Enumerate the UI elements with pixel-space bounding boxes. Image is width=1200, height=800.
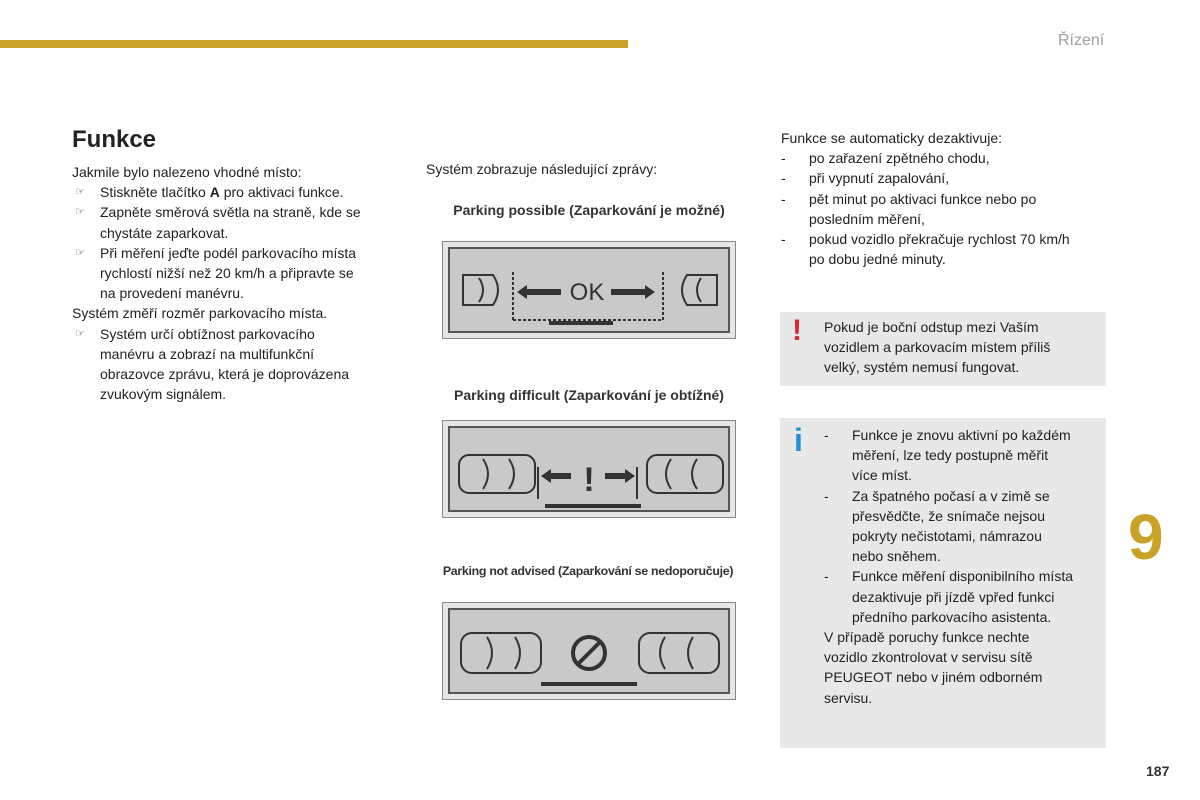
display-ok-text: OK (569, 279, 605, 306)
info-icon: i (794, 422, 803, 458)
display-parking-difficult (442, 420, 736, 518)
warning-box (780, 312, 1106, 386)
warning-line: velký, systém nemusí fungovat. (824, 359, 1020, 376)
info-line: dezaktivuje při jízdě vpřed funkci (852, 588, 1055, 605)
info-line: pokryty nečistotami, námrazou (852, 528, 1042, 545)
info-box (780, 418, 1106, 748)
hand-pointer-icon: ☞ (75, 186, 85, 199)
step-text: obrazovce zprávu, která je doprovázena (100, 366, 350, 383)
display-parking-not-advised (442, 602, 736, 700)
warning-text (824, 317, 1094, 378)
message-label-possible: Parking possible (Zaparkování je možné) (453, 202, 725, 218)
step-text: Systém určí obtížnost parkovacího (100, 325, 315, 342)
page-number: 187 (1146, 763, 1170, 779)
info-line: V případě poruchy funkce nechte (824, 629, 1030, 646)
hand-pointer-icon: ☞ (75, 246, 85, 259)
step-text: rychlostí nižší než 20 km/h a připravte se (100, 265, 354, 282)
info-item: - Za špatného počasí a v zimě se přesvědčte, že snímače nejsou pokryty nečistotami, námrazou nebo sněhem. (824, 486, 1096, 567)
button-name: A (209, 184, 220, 201)
step-text: Při měření jeďte podél parkovacího místa (100, 244, 357, 261)
display-parking-possible (442, 241, 736, 339)
item-text: pokud vozidlo překračuje rychlost 70 km/h (809, 231, 1070, 248)
warning-line: vozidlem a parkovacím místem příliš (824, 339, 1051, 356)
step-text: manévru a zobrazí na multifunkční (100, 345, 314, 362)
step-item (72, 324, 402, 405)
instructions-column (72, 162, 402, 404)
step-item (72, 202, 402, 242)
deactivation-item: - pokud vozidlo překračuje rychlost 70 km/h po dobu jedné minuty. (781, 229, 1111, 269)
display-exclamation: ! (583, 461, 595, 499)
info-line: PEUGEOT nebo v jiném odborném (824, 669, 1043, 686)
deactivation-item: - po zařazení zpětného chodu, (781, 148, 1111, 168)
messages-intro: Systém zobrazuje následující zprávy: (426, 161, 658, 177)
step-text: na provedení manévru. (100, 285, 244, 302)
step-text: zvukovým signálem. (100, 386, 227, 403)
prohibited-icon (573, 637, 605, 669)
intro-text: Jakmile bylo nalezeno vhodné místo: (72, 164, 302, 180)
info-item: - Funkce měření disponibilního místa dezaktivuje při jízdě vpřed funkci předního parkovacího asistenta. (824, 566, 1096, 627)
step-text: pro aktivaci funkce. (219, 184, 344, 201)
info-line: přesvědčte, že snímače nejsou (852, 507, 1045, 524)
step-text: chystáte zaparkovat. (100, 224, 229, 241)
parking-possible-graphic (443, 242, 737, 340)
chapter-number: 9 (1128, 501, 1164, 573)
deactivation-item: - při vypnutí zapalování, (781, 168, 1111, 188)
deactivation-item: - pět minut po aktivaci funkce nebo po posledním měření, (781, 189, 1111, 229)
warning-line: Pokud je boční odstup mezi Vaším (824, 319, 1039, 335)
measure-text: Systém změří rozměr parkovacího místa. (72, 305, 328, 322)
info-item: - Funkce je znovu aktivní po každém měření, lze tedy postupně měřit více míst. (824, 425, 1096, 486)
item-text: po zařazení zpětného chodu, (809, 150, 990, 167)
item-text: po dobu jedné minuty. (809, 251, 946, 268)
item-text: při vypnutí zapalování, (809, 170, 950, 187)
info-line: Za špatného počasí a v zimě se (852, 487, 1050, 504)
info-line: více míst. (852, 467, 912, 484)
step-text: Stiskněte tlačítko (100, 184, 210, 201)
parking-difficult-graphic (443, 421, 737, 519)
info-line: měření, lze tedy postupně měřit (852, 447, 1049, 464)
deactivation-intro: Funkce se automaticky dezaktivuje: (781, 130, 1002, 146)
step-item (72, 243, 402, 304)
info-line: předního parkovacího asistenta. (852, 608, 1052, 625)
hand-pointer-icon: ☞ (75, 327, 85, 340)
item-text: posledním měření, (809, 210, 925, 227)
header-accent-bar (0, 40, 628, 48)
deactivation-column (781, 128, 1111, 269)
message-label-difficult: Parking difficult (Zaparkování je obtížné) (454, 387, 724, 403)
info-line: servisu. (824, 689, 873, 706)
step-item (72, 182, 402, 202)
warning-exclamation-icon: ! (792, 314, 802, 347)
info-line: Funkce je znovu aktivní po každém (852, 427, 1071, 443)
chapter-name: Řízení (1058, 32, 1105, 49)
parking-not-advised-graphic (443, 603, 737, 701)
step-text: Zapněte směrová světla na straně, kde se (100, 204, 361, 221)
hand-pointer-icon: ☞ (75, 206, 85, 219)
info-closing (824, 627, 1096, 708)
info-line: Funkce měření disponibilního místa (852, 568, 1073, 585)
info-line: nebo sněhem. (852, 548, 941, 565)
section-title: Funkce (72, 126, 157, 153)
info-line: vozidlo zkontrolovat v servisu sítě (824, 649, 1033, 666)
message-label-not-advised: Parking not advised (Zaparkování se nedoporučuje) (442, 564, 734, 578)
info-text (824, 425, 1096, 708)
item-text: pět minut po aktivaci funkce nebo po (809, 190, 1037, 207)
